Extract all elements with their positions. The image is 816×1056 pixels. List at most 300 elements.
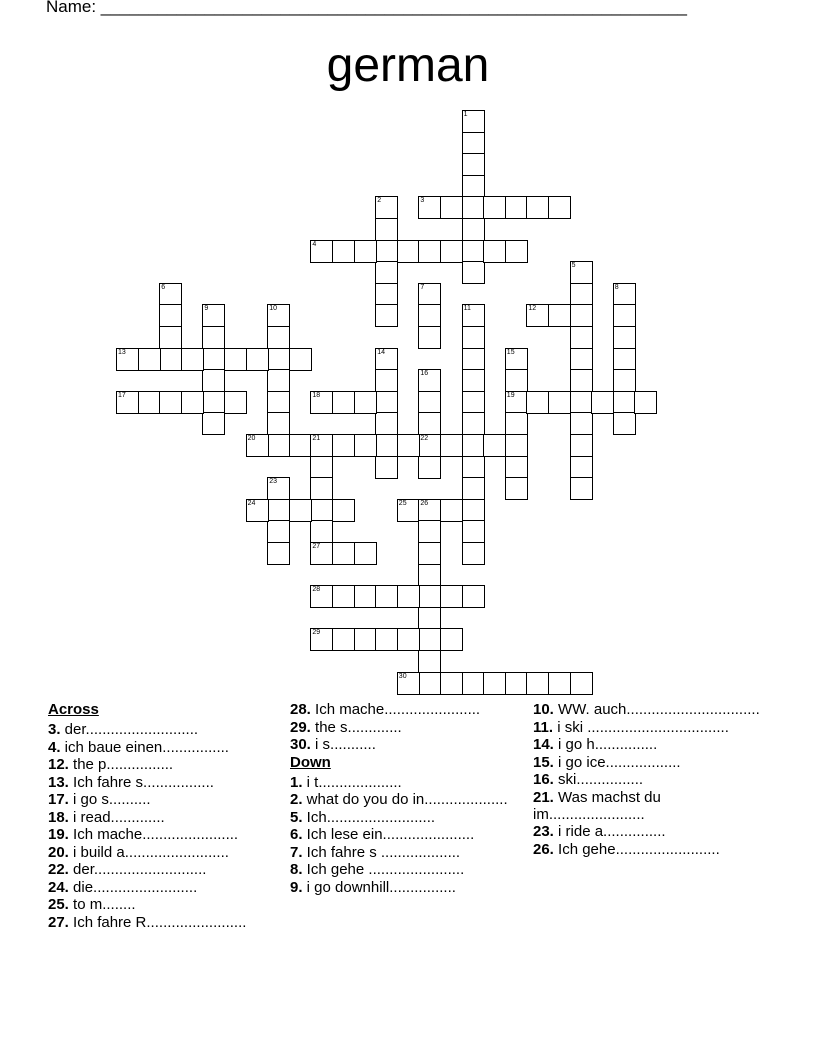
clue-number: 17. xyxy=(48,791,69,808)
crossword-cell[interactable] xyxy=(440,585,463,608)
down-clue xyxy=(290,826,515,843)
crossword-cell[interactable] xyxy=(548,672,571,695)
clue-number: 13. xyxy=(48,773,69,791)
crossword-cell[interactable] xyxy=(159,391,182,414)
crossword-cell[interactable] xyxy=(332,434,355,457)
clue-text: the p................ xyxy=(68,756,174,773)
crossword-cell[interactable] xyxy=(354,585,377,608)
crossword-cell[interactable] xyxy=(354,391,377,414)
crossword-cell[interactable] xyxy=(462,240,485,263)
clue-text: Ich mache....................... xyxy=(68,826,239,843)
crossword-cell[interactable] xyxy=(613,283,636,306)
crossword-cell[interactable] xyxy=(526,304,549,327)
crossword-cell[interactable] xyxy=(246,499,269,522)
clue-number-label: 10 xyxy=(269,305,277,313)
crossword-cell[interactable] xyxy=(462,477,485,500)
crossword-cell[interactable] xyxy=(505,240,528,263)
across-clue xyxy=(290,736,515,753)
crossword-cell[interactable] xyxy=(418,672,441,695)
crossword-cell[interactable] xyxy=(418,542,441,565)
clue-number: 8. xyxy=(290,861,303,878)
clues-column-3 xyxy=(533,701,763,858)
crossword-cell[interactable] xyxy=(375,304,398,327)
clue-number: 7. xyxy=(290,843,303,861)
crossword-cell[interactable] xyxy=(462,348,485,371)
down-clue xyxy=(533,771,763,788)
clue-text: i go s.......... xyxy=(68,791,151,808)
clue-number: 9. xyxy=(290,878,303,896)
crossword-cell[interactable] xyxy=(570,304,593,327)
crossword-cell[interactable] xyxy=(138,348,161,371)
crossword-cell[interactable] xyxy=(267,412,290,435)
crossword-cell[interactable] xyxy=(462,542,485,565)
crossword-cell[interactable] xyxy=(159,348,182,371)
crossword-cell[interactable] xyxy=(267,326,290,349)
crossword-cell[interactable] xyxy=(570,477,593,500)
crossword-cell[interactable] xyxy=(375,348,398,371)
crossword-cell[interactable] xyxy=(526,672,549,695)
across-clue xyxy=(48,879,273,896)
clue-number-label: 30 xyxy=(398,672,407,680)
crossword-cell[interactable] xyxy=(181,391,204,414)
crossword-cell[interactable] xyxy=(267,499,290,522)
crossword-cell[interactable] xyxy=(332,542,355,565)
clue-text: Ich fahre s ................... xyxy=(302,843,461,861)
crossword-cell[interactable] xyxy=(613,412,636,435)
clue-number: 10. xyxy=(533,701,554,718)
clue-number: 6. xyxy=(290,826,303,843)
name-field-line: Name: ______________________________________________________________ xyxy=(46,0,687,16)
crossword-cell[interactable] xyxy=(289,499,312,522)
clue-number-label: 12 xyxy=(528,305,537,313)
crossword-cell[interactable] xyxy=(246,348,269,371)
clue-text: i go h............... xyxy=(553,736,658,753)
crossword-cell[interactable] xyxy=(310,499,333,522)
crossword-cell[interactable] xyxy=(418,391,441,414)
down-clue xyxy=(290,879,515,896)
clue-number-label: 16 xyxy=(420,370,429,378)
clue-text: Ich fahre s................. xyxy=(68,773,214,791)
clue-text: Ich gehe......................... xyxy=(553,840,720,858)
crossword-cell[interactable] xyxy=(483,196,506,219)
clue-number: 11. xyxy=(533,718,554,736)
crossword-cell[interactable] xyxy=(202,412,225,435)
crossword-cell[interactable] xyxy=(354,542,377,565)
clue-number-label: 27 xyxy=(312,543,321,550)
clue-number: 2. xyxy=(290,791,303,808)
crossword-cell[interactable] xyxy=(375,628,398,651)
clue-text: Was machst du im....................... xyxy=(533,788,661,823)
clue-text: Ich lese ein...................... xyxy=(302,826,475,843)
puzzle-title: german xyxy=(326,39,490,92)
crossword-cell[interactable] xyxy=(462,326,485,349)
clue-number-label: 7 xyxy=(420,283,425,291)
crossword-cell[interactable] xyxy=(375,585,398,608)
crossword-cell[interactable] xyxy=(267,477,290,500)
clue-number: 21. xyxy=(533,788,554,806)
across-clue xyxy=(48,826,273,843)
clue-number: 5. xyxy=(290,808,303,826)
down-clue xyxy=(290,809,515,826)
across-clue xyxy=(48,844,273,861)
crossword-cell[interactable] xyxy=(613,348,636,371)
crossword-cell[interactable] xyxy=(397,434,420,457)
clue-text: to m........ xyxy=(68,896,136,913)
crossword-cell[interactable] xyxy=(505,391,528,414)
down-clue xyxy=(290,791,515,808)
crossword-cell[interactable] xyxy=(440,499,463,522)
crossword-cell[interactable] xyxy=(397,628,420,651)
crossword-cell[interactable] xyxy=(354,628,377,651)
crossword-cell[interactable] xyxy=(202,348,225,371)
crossword-cell[interactable] xyxy=(634,391,657,414)
clue-number-label: 13 xyxy=(118,348,126,356)
crossword-cell[interactable] xyxy=(159,326,182,349)
crossword-cell[interactable] xyxy=(462,132,485,155)
crossword-cell[interactable] xyxy=(613,369,636,392)
crossword-cell[interactable] xyxy=(440,196,463,219)
crossword-cell[interactable] xyxy=(159,304,182,327)
crossword-cell[interactable] xyxy=(116,391,139,414)
crossword-cell[interactable] xyxy=(505,196,528,219)
crossword-cell[interactable] xyxy=(483,434,506,457)
crossword-cell[interactable] xyxy=(613,326,636,349)
clue-number-label: 2 xyxy=(377,197,382,205)
crossword-cell[interactable] xyxy=(310,434,333,457)
crossword-cell[interactable] xyxy=(570,391,593,414)
crossword-cell[interactable] xyxy=(159,283,182,306)
crossword-cell[interactable] xyxy=(505,369,528,392)
clue-number: 20. xyxy=(48,843,69,861)
crossword-cell[interactable] xyxy=(224,391,247,414)
crossword-cell[interactable] xyxy=(418,499,441,522)
crossword-cell[interactable] xyxy=(570,672,593,695)
crossword-cell[interactable] xyxy=(483,240,506,263)
crossword-cell[interactable] xyxy=(418,326,441,349)
crossword-cell[interactable] xyxy=(418,585,441,608)
clue-number: 19. xyxy=(48,826,69,843)
crossword-cell[interactable] xyxy=(310,456,333,479)
down-clue xyxy=(533,789,763,823)
clue-text: i s........... xyxy=(310,736,376,753)
down-clue xyxy=(290,774,515,791)
clue-number: 25. xyxy=(48,896,69,913)
clue-number-label: 24 xyxy=(247,499,256,507)
crossword-cell[interactable] xyxy=(440,672,463,695)
clue-number-label: 17 xyxy=(118,391,126,399)
clue-number: 27. xyxy=(48,913,69,931)
clues-column-1 xyxy=(48,701,273,931)
crossword-cell[interactable] xyxy=(418,412,441,435)
crossword-cell[interactable] xyxy=(375,434,398,457)
crossword-cell[interactable] xyxy=(375,369,398,392)
down-clue xyxy=(290,844,515,861)
crossword-cell[interactable] xyxy=(267,434,290,457)
clue-number-label: 3 xyxy=(420,197,425,205)
clue-text: Ich.......................... xyxy=(302,808,436,826)
crossword-cell[interactable] xyxy=(310,520,333,543)
clue-number-label: 18 xyxy=(312,391,321,399)
crossword-cell[interactable] xyxy=(462,304,485,327)
clue-number-label: 5 xyxy=(571,262,576,270)
clue-text: die......................... xyxy=(68,878,198,896)
crossword-cell[interactable] xyxy=(440,434,463,457)
across-clue-list xyxy=(48,721,273,931)
clue-number: 23. xyxy=(533,823,554,840)
crossword-cell[interactable] xyxy=(570,456,593,479)
crossword-cell[interactable] xyxy=(570,326,593,349)
clue-text: i read............. xyxy=(68,808,165,826)
clue-text: the s............. xyxy=(310,718,402,736)
crossword-cell[interactable] xyxy=(505,456,528,479)
crossword-cell[interactable] xyxy=(310,585,333,608)
crossword-cell[interactable] xyxy=(181,348,204,371)
clue-text: i t.................... xyxy=(302,773,402,791)
clue-text: i ski .................................. xyxy=(553,718,729,736)
crossword-cell[interactable] xyxy=(418,628,441,651)
crossword-cell[interactable] xyxy=(354,434,377,457)
crossword-cell[interactable] xyxy=(310,391,333,414)
crossword-cell[interactable] xyxy=(375,456,398,479)
down-heading: Down xyxy=(290,753,331,771)
crossword-cell[interactable] xyxy=(375,283,398,306)
crossword-cell[interactable] xyxy=(418,520,441,543)
crossword-cell[interactable] xyxy=(462,110,485,133)
crossword-cell[interactable] xyxy=(202,369,225,392)
clue-text: Ich gehe ....................... xyxy=(302,861,465,878)
crossword-cell[interactable] xyxy=(613,391,636,414)
crossword-cell[interactable] xyxy=(267,369,290,392)
crossword-cell[interactable] xyxy=(570,283,593,306)
clue-number: 3. xyxy=(48,721,61,738)
crossword-cell[interactable] xyxy=(462,153,485,176)
crossword-cell[interactable] xyxy=(375,240,398,263)
crossword-cell[interactable] xyxy=(570,369,593,392)
crossword-cell[interactable] xyxy=(418,434,441,457)
crossword-cell[interactable] xyxy=(462,196,485,219)
clue-number-label: 19 xyxy=(506,391,515,399)
crossword-cell[interactable] xyxy=(613,304,636,327)
clue-text: Ich fahre R........................ xyxy=(68,913,247,931)
clue-number: 29. xyxy=(290,718,311,736)
clue-text: i go ice.................. xyxy=(553,753,681,771)
down-clue-list-cont xyxy=(533,701,763,858)
crossword-cell[interactable] xyxy=(375,412,398,435)
crossword-cell[interactable] xyxy=(289,434,312,457)
crossword-cell[interactable] xyxy=(570,261,593,284)
clue-number-label: 29 xyxy=(312,629,321,637)
across-clue xyxy=(48,896,273,913)
crossword-cell[interactable] xyxy=(397,240,420,263)
crossword-cell[interactable] xyxy=(246,434,269,457)
crossword-cell[interactable] xyxy=(462,672,485,695)
across-clue xyxy=(48,756,273,773)
crossword-cell[interactable] xyxy=(462,412,485,435)
clue-number: 26. xyxy=(533,840,554,858)
crossword-cell[interactable] xyxy=(418,304,441,327)
clue-number: 18. xyxy=(48,808,69,826)
crossword-cell[interactable] xyxy=(462,456,485,479)
crossword-cell[interactable] xyxy=(462,175,485,198)
crossword-cell[interactable] xyxy=(462,391,485,414)
clue-number-label: 9 xyxy=(204,305,209,313)
crossword-cell[interactable] xyxy=(267,348,290,371)
crossword-cell[interactable] xyxy=(570,348,593,371)
crossword-cell[interactable] xyxy=(418,369,441,392)
crossword-cell[interactable] xyxy=(310,628,333,651)
crossword-cell[interactable] xyxy=(354,240,377,263)
across-clue xyxy=(48,739,273,756)
across-clue xyxy=(48,809,273,826)
crossword-cell[interactable] xyxy=(310,477,333,500)
crossword-cell[interactable] xyxy=(138,391,161,414)
crossword-cell[interactable] xyxy=(526,196,549,219)
clue-number-label: 21 xyxy=(312,435,321,442)
crossword-cell[interactable] xyxy=(332,391,355,414)
clue-text: Ich mache....................... xyxy=(310,701,481,718)
crossword-cell[interactable] xyxy=(462,520,485,543)
across-clue xyxy=(48,914,273,931)
down-clue xyxy=(290,861,515,878)
down-clue xyxy=(533,841,763,858)
clue-text: i ride a............... xyxy=(553,823,666,840)
down-clue xyxy=(533,736,763,753)
crossword-cell[interactable] xyxy=(418,240,441,263)
clue-number: 22. xyxy=(48,861,69,878)
crossword-cell[interactable] xyxy=(418,283,441,306)
crossword-cell[interactable] xyxy=(332,240,355,263)
clue-text: der........................... xyxy=(60,721,199,738)
crossword-cell[interactable] xyxy=(505,477,528,500)
crossword-cell[interactable] xyxy=(462,585,485,608)
crossword-cell[interactable] xyxy=(548,304,571,327)
crossword-cell[interactable] xyxy=(548,196,571,219)
clue-number-label: 6 xyxy=(161,283,166,291)
crossword-cell[interactable] xyxy=(375,261,398,284)
across-clue xyxy=(48,861,273,878)
crossword-cell[interactable] xyxy=(310,240,333,263)
clue-number-label: 26 xyxy=(420,499,429,507)
clue-text: ski................ xyxy=(553,771,644,788)
crossword-cell[interactable] xyxy=(505,412,528,435)
crossword-cell[interactable] xyxy=(462,369,485,392)
clue-text: i go downhill................ xyxy=(302,878,456,896)
clue-number: 12. xyxy=(48,756,69,773)
clue-number: 4. xyxy=(48,738,61,756)
crossword-cell[interactable] xyxy=(202,391,225,414)
clue-number: 14. xyxy=(533,736,554,753)
crossword-cell[interactable] xyxy=(332,499,355,522)
crossword-cell[interactable] xyxy=(397,585,420,608)
crossword-cell[interactable] xyxy=(548,391,571,414)
clue-text: der........................... xyxy=(68,861,207,878)
down-clue xyxy=(533,754,763,771)
crossword-cell[interactable] xyxy=(267,391,290,414)
crossword-cell[interactable] xyxy=(397,499,420,522)
crossword-cell[interactable] xyxy=(202,304,225,327)
crossword-cell[interactable] xyxy=(462,434,485,457)
across-clue xyxy=(48,774,273,791)
crossword-cell[interactable] xyxy=(375,218,398,241)
crossword-cell[interactable] xyxy=(591,391,614,414)
clue-number: 16. xyxy=(533,771,554,788)
clue-number-label: 25 xyxy=(398,499,407,507)
crossword-cell[interactable] xyxy=(267,304,290,327)
clue-number: 28. xyxy=(290,701,311,718)
clue-number-label: 22 xyxy=(420,435,429,442)
across-clue xyxy=(290,701,515,718)
crossword-cell[interactable] xyxy=(332,628,355,651)
clues-column-2 xyxy=(290,701,515,896)
clue-text: WW. auch................................ xyxy=(553,701,760,718)
crossword-cell[interactable] xyxy=(202,326,225,349)
clue-number-label: 28 xyxy=(312,586,321,594)
crossword-cell[interactable] xyxy=(418,564,441,587)
clue-number-label: 4 xyxy=(312,240,317,248)
crossword-cell[interactable] xyxy=(440,628,463,651)
down-clue xyxy=(533,701,763,718)
crossword-cell[interactable] xyxy=(418,196,441,219)
crossword-cell[interactable] xyxy=(332,585,355,608)
crossword-cell[interactable] xyxy=(462,261,485,284)
clue-number: 1. xyxy=(290,773,303,791)
crossword-cell[interactable] xyxy=(418,607,441,630)
crossword-cell[interactable] xyxy=(224,348,247,371)
crossword-cell[interactable] xyxy=(310,542,333,565)
crossword-cell[interactable] xyxy=(570,434,593,457)
clue-number: 24. xyxy=(48,878,69,896)
crossword-cell[interactable] xyxy=(462,499,485,522)
crossword-cell[interactable] xyxy=(570,412,593,435)
crossword-cell[interactable] xyxy=(483,672,506,695)
clue-number: 15. xyxy=(533,753,554,771)
across-clue xyxy=(290,719,515,736)
clue-number-label: 15 xyxy=(506,348,515,356)
crossword-cell[interactable] xyxy=(462,218,485,241)
crossword-cell[interactable] xyxy=(418,456,441,479)
crossword-cell[interactable] xyxy=(397,672,420,695)
down-clue xyxy=(533,823,763,840)
clue-text: what do you do in.................... xyxy=(302,791,508,808)
down-clue-list xyxy=(290,774,515,896)
across-heading: Across xyxy=(48,701,99,718)
across-clue-list-cont xyxy=(290,701,515,753)
clue-number-label: 23 xyxy=(269,478,277,486)
clue-number: 30. xyxy=(290,736,311,753)
clue-text: i build a......................... xyxy=(68,843,229,861)
down-clue xyxy=(533,719,763,736)
crossword-cell[interactable] xyxy=(375,196,398,219)
crossword-cell[interactable] xyxy=(418,650,441,673)
across-clue xyxy=(48,791,273,808)
across-clue xyxy=(48,721,273,738)
clue-number-label: 11 xyxy=(463,305,471,313)
crossword-cell[interactable] xyxy=(440,240,463,263)
crossword-cell[interactable] xyxy=(289,348,312,371)
crossword-cell[interactable] xyxy=(526,391,549,414)
clue-text: ich baue einen................ xyxy=(60,738,229,756)
clue-number-label: 14 xyxy=(377,348,385,356)
crossword-cell[interactable] xyxy=(505,672,528,695)
clue-number-label: 20 xyxy=(247,435,256,442)
crossword-cell[interactable] xyxy=(267,542,290,565)
crossword-cell[interactable] xyxy=(505,348,528,371)
clue-number-label: 1 xyxy=(463,111,468,118)
crossword-cell[interactable] xyxy=(505,434,528,457)
crossword-cell[interactable] xyxy=(375,391,398,414)
crossword-cell[interactable] xyxy=(116,348,139,371)
crossword-cell[interactable] xyxy=(267,520,290,543)
